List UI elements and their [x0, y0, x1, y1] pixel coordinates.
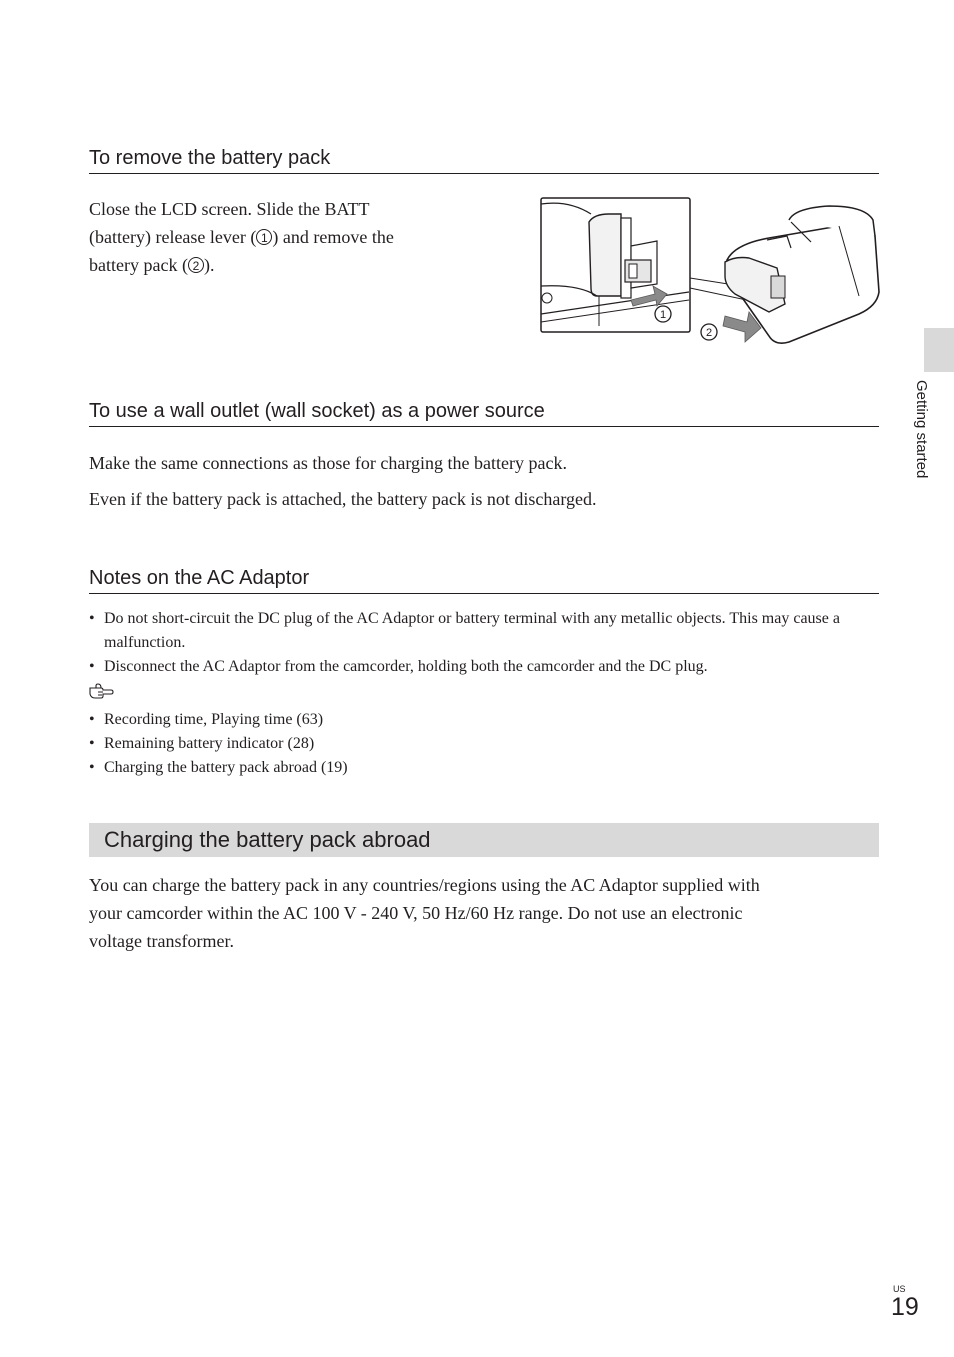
list-item: • Do not short-circuit the DC plug of the AC Adaptor or battery terminal with any metallic objects. This may cause a malfunction. [89, 607, 879, 655]
charging-abroad-paragraph: You can charge the battery pack in any countries/regions using the AC Adaptor supplied with your camcorder within the AC 100 V - 240 V, 50 Hz/60 Hz range. Do not use an electronic voltage transformer. [89, 875, 760, 951]
list-item[interactable]: • Remaining battery indicator (28) [89, 732, 879, 756]
page-number: 19 [891, 1293, 919, 1321]
remove-line-3a: battery pack ( [89, 255, 188, 275]
region-code: US [893, 1284, 906, 1294]
remove-line-2b: ) and remove the [272, 227, 394, 247]
reference-list [89, 708, 879, 780]
battery-removal-illustration [539, 196, 884, 348]
section-label: Getting started [913, 380, 930, 479]
wall-outlet-heading: To use a wall outlet (wall socket) as a power source [89, 399, 879, 427]
remove-line-3b: ). [203, 255, 215, 275]
list-item: • Disconnect the AC Adaptor from the camcorder, holding both the camcorder and the DC plug. [89, 655, 879, 679]
bullet: • [89, 610, 95, 627]
marker-2-icon: 2 [188, 257, 204, 273]
svg-text:1: 1 [659, 309, 667, 321]
list-item[interactable]: • Charging the battery pack abroad (19) [89, 756, 879, 780]
svg-text:2: 2 [705, 327, 713, 339]
notes-list [89, 607, 879, 679]
remove-line-2a: (battery) release lever ( [89, 227, 257, 247]
marker-1-icon: 1 [256, 229, 272, 245]
section-tab [924, 328, 954, 372]
list-item[interactable]: • Recording time, Playing time (63) [89, 708, 879, 732]
pointing-hand-icon [89, 682, 115, 700]
bullet: • [89, 658, 95, 675]
wall-outlet-paragraph-2: Even if the battery pack is attached, the battery pack is not discharged. [89, 489, 597, 509]
wall-outlet-paragraph-1: Make the same connections as those for charging the battery pack. [89, 453, 568, 473]
ac-adaptor-notes-heading: Notes on the AC Adaptor [89, 566, 879, 594]
remove-battery-text [89, 195, 394, 279]
bullet: • [89, 735, 95, 752]
charging-abroad-heading: Charging the battery pack abroad [89, 823, 879, 857]
bullet: • [89, 759, 95, 776]
remove-battery-heading: To remove the battery pack [89, 146, 879, 174]
bullet: • [89, 711, 95, 728]
remove-line-1: Close the LCD screen. Slide the BATT [89, 199, 370, 219]
